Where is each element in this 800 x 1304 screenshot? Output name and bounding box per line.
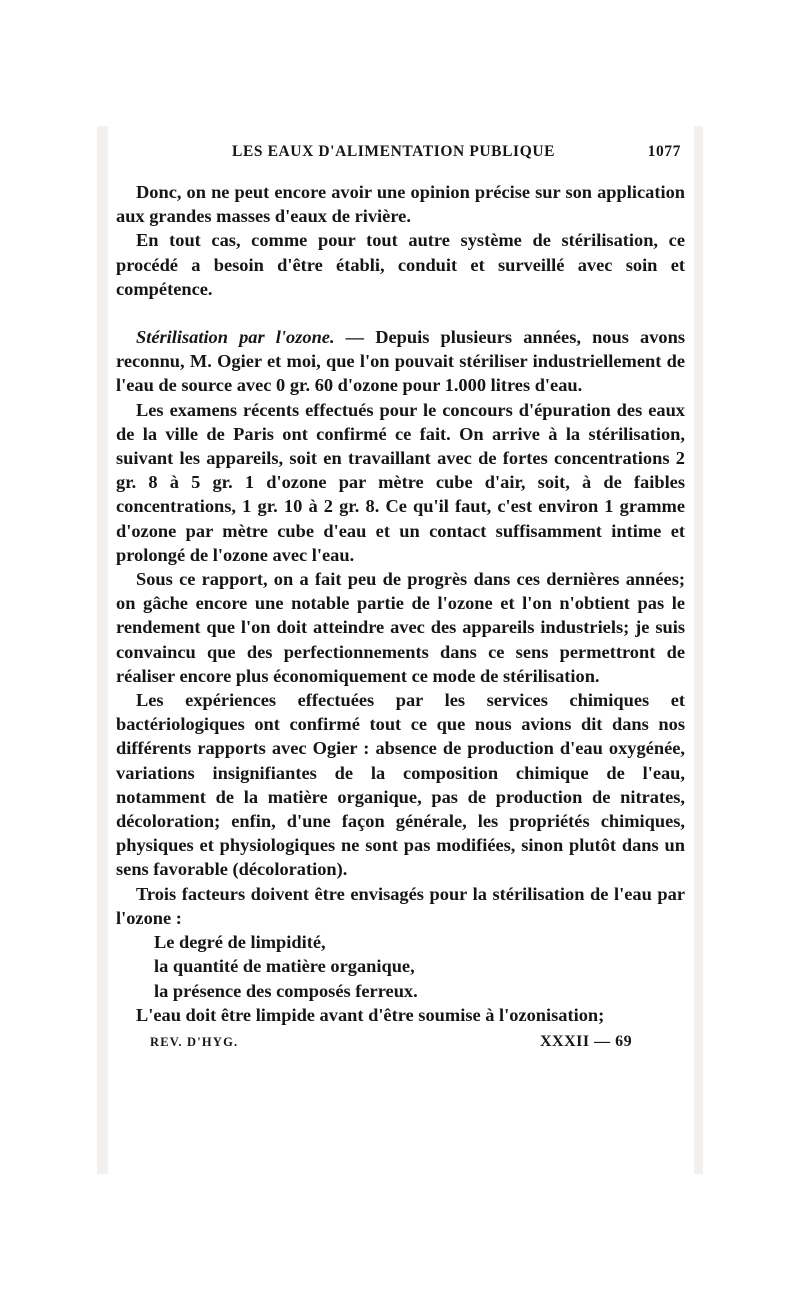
factor-item: la quantité de matière organique, xyxy=(154,956,415,977)
page-footer xyxy=(116,1033,685,1057)
section-title: Stérilisation par l'ozone. — xyxy=(136,327,365,348)
running-header xyxy=(116,140,685,166)
section-paragraph xyxy=(116,325,685,398)
paragraph: L'eau doit être limpide avant d'être soumise à l'ozonisation; xyxy=(136,1004,605,1025)
section-text: Depuis plusieurs années, nous avons reconnu, M. Ogier et moi, que l'on pouvait stériliser industriellement de l'eau de source avec 0 gr. 60 d'ozone pour 1.000 litres d'eau. xyxy=(116,327,685,396)
paragraph: En tout cas, comme pour tout autre système de stérilisation, ce procédé a besoin d'être établi, conduit et surveillé avec soin et compétence. xyxy=(116,230,685,299)
factor-item: Le degré de limpidité, xyxy=(154,932,326,953)
paragraph: Trois facteurs doivent être envisagés pour la stérilisation de l'eau par l'ozone : xyxy=(116,883,685,928)
volume-issue: XXXII — 69 xyxy=(540,1032,633,1050)
factor-item: la présence des composés ferreux. xyxy=(154,980,418,1001)
paragraph: Sous ce rapport, on a fait peu de progrès dans ces dernières années; on gâche encore une notable partie de l'ozone et l'on n'obtient pas le rendement que l'on doit atteindre avec des appareils industriels; je suis convaincu que des perfectionnements dans ce sens permettront de réaliser encore plus économiquement ce mode de stérilisation. xyxy=(116,569,685,686)
paragraph: Les examens récents effectués pour le concours d'épuration des eaux de la ville de Paris ont confirmé ce fait. On arrive à la stérilisation, suivant les appareils, soit en travaillant avec de fortes concentrations 2 gr. 8 à 5 gr. 1 d'ozone par mètre cube d'air, soit, à de faibles concentrations, 1 gr. 10 à 2 gr. 8. Ce qu'il faut, c'est environ 1 gramme d'ozone par mètre cube d'eau et un contact suffisamment intime et prolongé de l'ozone avec l'eau. xyxy=(116,399,685,565)
journal-signature: REV. D'HYG. xyxy=(150,1034,239,1049)
body-text xyxy=(116,180,685,1027)
running-title: LES EAUX D'ALIMENTATION PUBLIQUE xyxy=(232,143,556,160)
paragraph: Donc, on ne peut encore avoir une opinion précise sur son application aux grandes masses d'eaux de rivière. xyxy=(116,182,685,227)
paragraph: Les expériences effectuées par les services chimiques et bactériologiques ont confirmé tout ce que nous avions dit dans nos différents rapports avec Ogier : absence de production d'eau oxygénée, variations insignifiantes de la composition chimique de l'eau, notamment de la matière organique, pas de production de nitrates, décoloration; enfin, d'une façon générale, les propriétés chimiques, physiques et physiologiques ne sont pas modifiées, sinon plutôt dans un sens favorable (décoloration). xyxy=(116,690,685,880)
page-number: 1077 xyxy=(647,143,681,160)
page-content xyxy=(116,140,685,1057)
